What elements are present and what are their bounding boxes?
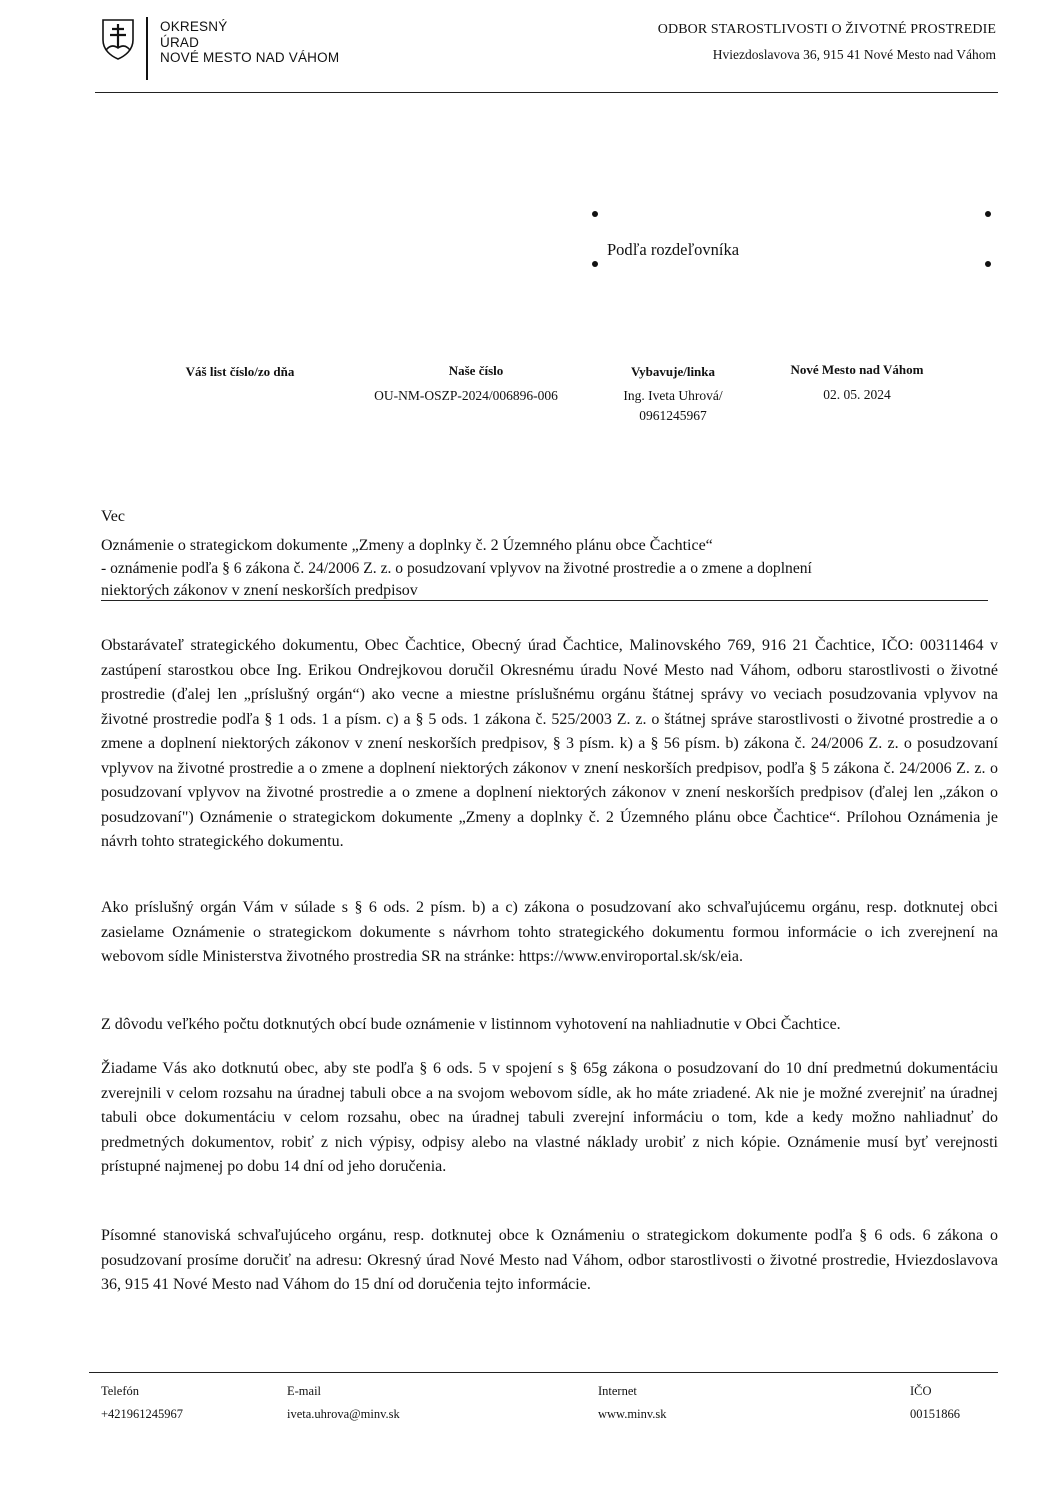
handled-by-name: Ing. Iveta Uhrová/: [623, 388, 723, 403]
department-address: Hviezdoslavova 36, 915 41 Nové Mesto nad Váhom: [712, 47, 996, 62]
logo-line-1: OKRESNÝ: [160, 19, 228, 34]
footer-email: iveta.uhrova@minv.sk: [287, 1407, 400, 1421]
footer-phone: +421961245967: [101, 1407, 184, 1421]
subject-line-3: niektorých zákonov v znení neskorších predpisov: [101, 582, 418, 599]
subject-label: Vec: [101, 508, 125, 525]
our-number-label: Naše číslo: [448, 363, 504, 378]
subject-underline: [101, 600, 988, 601]
header-divider: [95, 92, 998, 93]
address-window-marker: [592, 261, 598, 267]
address-window-marker: [592, 211, 598, 217]
place-label: Nové Mesto nad Váhom: [790, 362, 924, 377]
address-window-marker: [985, 211, 991, 217]
subject-line-2: - oznámenie podľa § 6 zákona č. 24/2006 Z. z. o posudzovaní vplyvov na životné prostredie a o zmene a doplnení: [101, 560, 812, 577]
department-name: ODBOR STAROSTLIVOSTI O ŽIVOTNÉ PROSTREDIE: [657, 22, 996, 37]
footer-internet-label: Internet: [598, 1384, 637, 1398]
logo-divider: [146, 17, 148, 80]
coat-of-arms-icon: [101, 18, 135, 60]
subject-line-1: Oznámenie o strategickom dokumente „Zmeny a doplnky č. 2 Územného plánu obce Čachtice“: [101, 537, 713, 554]
your-letter-label: Váš list číslo/zo dňa: [185, 364, 295, 379]
logo-line-2: ÚRAD: [160, 34, 200, 50]
letter-date: 02. 05. 2024: [823, 387, 891, 402]
body-paragraph: Ako príslušný orgán Vám v súlade s § 6 ods. 2 písm. b) a c) zákona o posudzovaní ako schvaľujúcemu orgánu, resp. dotknutej obci zasielame Oznámenie o strategickom dokumente s návrhom tohto strategického dokumentu formou informácie o ich zverejnení na webovom sídle Ministerstva životného prostredia SR na stránke: https://www.enviroportal.sk/sk/eia.: [101, 899, 998, 965]
footer-ico-label: IČO: [910, 1384, 932, 1398]
body-paragraph: Písomné stanoviská schvaľujúceho orgánu, resp. dotknutej obce k Oznámeniu o strategickom dokumente podľa § 6 ods. 6 zákona o posudzovaní prosíme doručiť na adresu: Okresný úrad Nové Mesto nad Váhom, odbor starostlivosti o životné prostredie, Hviezdoslavova 36, 915 41 Nové Mesto nad Váhom do 15 dní od doručenia tejto informácie.: [101, 1227, 998, 1293]
footer-email-label: E-mail: [287, 1384, 322, 1398]
body-paragraph: Žiadame Vás ako dotknutú obec, aby ste podľa § 6 ods. 5 v spojení s § 65g zákona o posudzovaní do 10 dní predmetnú dokumentáciu zverejnili v celom rozsahu na úradnej tabuli obce a na svojom webovom sídle, ak ho máte zriadené. Ak nie je možné zverejniť na úradnej tabuli obce dokumentáciu v celom rozsahu, obec na úradnej tabuli zverejní informáciu o tom, kde a kedy možno nahliadnuť do predmetných dokumentov, robiť z nich výpisy, odpisy alebo na vlastné náklady urobiť z nich kópie. Oznámenie musí byť verejnosti prístupné najmenej po dobu 14 dní od jeho doručenia.: [101, 1060, 998, 1175]
footer-ico: 00151866: [910, 1407, 960, 1421]
footer-internet: www.minv.sk: [598, 1407, 667, 1421]
handled-by-label: Vybavuje/linka: [630, 364, 716, 379]
footer-phone-label: Telefón: [101, 1384, 139, 1398]
office-logo-text: [160, 19, 339, 66]
body-paragraph: Z dôvodu veľkého počtu dotknutých obcí bude oznámenie v listinnom vyhotovení na nahliadnutie v Obci Čachtice.: [101, 1016, 841, 1033]
our-number: OU-NM-OSZP-2024/006896-006: [374, 388, 558, 403]
body-paragraph: Obstarávateľ strategického dokumentu, Obec Čachtice, Obecný úrad Čachtice, Malinovského 769, 916 21 Čachtice, IČO: 00311464 v zastúpení starostkou obce Ing. Erikou Ondrejkovou doručil Okresnému úradu Nové Mesto nad Váhom, odboru starostlivosti o životné prostredie (ďalej len „príslušný orgán“) ako vecne a miestne príslušnému orgánu štátnej správy vo veciach posudzovania vplyvov na životné prostredie podľa § 1 ods. 1 a písm. c) a § 5 ods. 1 zákona č. 525/2003 Z. z. o štátnej správe starostlivosti o životné prostredie a o zmene a doplnení niektorých zákonov v znení neskorších predpisov, § 3 písm. k) a § 56 písm. b) zákona č. 24/2006 Z. z. o posudzovaní vplyvov na životné prostredie a o zmene a doplnení niektorých zákonov v znení neskorších predpisov, podľa § 5 zákona č. 24/2006 Z. z. o posudzovaní vplyvov na životné prostredie a o zmene a doplnení niektorých zákonov v znení neskorších predpisov (ďalej len „zákon o posudzovaní") Oznámenie o strategickom dokumente „Zmeny a doplnky č. 2 Územného plánu obce Čachtice“. Prílohou Oznámenia je návrh tohto strategického dokumentu.: [101, 637, 998, 850]
footer-divider: [89, 1372, 998, 1373]
logo-line-3: NOVÉ MESTO NAD VÁHOM: [160, 50, 340, 65]
address-window-marker: [985, 261, 991, 267]
handled-by-phone: 0961245967: [639, 408, 707, 423]
recipient: Podľa rozdeľovníka: [607, 240, 740, 259]
